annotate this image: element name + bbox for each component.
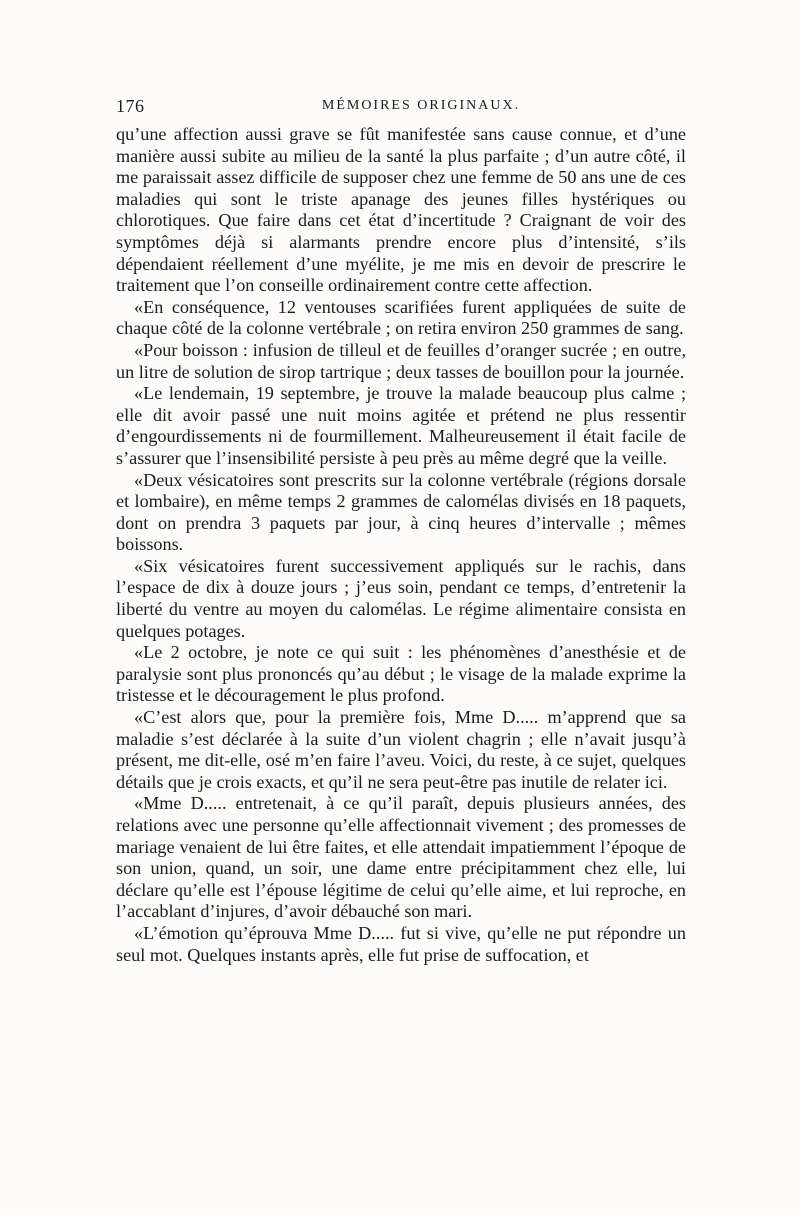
paragraph: «En conséquence, 12 ventouses scarifiées furent appliquées de suite de chaque côté de la colonne vertébrale ; on retira environ 250 grammes de sang. bbox=[116, 296, 686, 339]
running-head: MÉMOIRES ORIGINAUX. bbox=[321, 98, 521, 113]
page-header bbox=[116, 96, 686, 122]
paragraph: «Le 2 octobre, je note ce qui suit : les phénomènes d’anesthésie et de paralysie sont plus prononcés qu’au début ; le visage de la malade exprime la tristesse et le découragement le plus profond. bbox=[116, 642, 686, 706]
paragraph: «Six vésicatoires furent successivement appliqués sur le rachis, dans l’espace de dix à douze jours ; j’eus soin, pendant ce temps, d’entretenir la liberté du ventre au moyen du calomélas. Le régime alimentaire consista en quelques potages. bbox=[116, 555, 686, 641]
paragraph: «L’émotion qu’éprouva Mme D..... fut si vive, qu’elle ne put répondre un seul mot. Quelques instants après, elle fut prise de suffocation, et bbox=[116, 922, 686, 965]
paragraph: «Deux vésicatoires sont prescrits sur la colonne vertébrale (régions dorsale et lombaire), en même temps 2 grammes de calomélas divisés en 18 paquets, dont on prendra 3 paquets par jour, à cinq heures d’intervalle ; mêmes boissons. bbox=[116, 469, 686, 555]
paragraph: qu’une affection aussi grave se fût manifestée sans cause connue, et d’une manière aussi subite au milieu de la santé la plus parfaite ; d’un autre côté, il me paraissait assez difficile de supposer chez une femme de 50 ans une de ces maladies qui sont le triste apanage des jeunes filles hystériques ou chlorotiques. Que faire dans cet état d’incertitude ? Craignant de voir des symptômes déjà si alarmants prendre encore plus d’intensité, s’ils dépendaient réellement d’une myélite, je me mis en devoir de prescrire le traitement que l’on conseille ordinairement contre cette affection. bbox=[116, 124, 686, 296]
body-text bbox=[116, 124, 686, 966]
paragraph: «Le lendemain, 19 septembre, je trouve la malade beaucoup plus calme ; elle dit avoir passé une nuit moins agitée et prétend ne plus ressentir d’engourdissements ni de fourmillement. Malheureusement il était facile de s’assurer que l’insensibilité persiste à peu près au même degré que la veille. bbox=[116, 383, 686, 468]
paragraph: «C’est alors que, pour la première fois, Mme D..... m’apprend que sa maladie s’est déclarée à la suite d’un violent chagrin ; elle n’avait jusqu’à présent, me dit-elle, osé m’en faire l’aveu. Voici, du reste, à ce sujet, quelques détails que je crois exacts, et qu’il ne sera peut-être pas inutile de relater ici. bbox=[116, 707, 686, 792]
paragraph: «Mme D..... entretenait, à ce qu’il paraît, depuis plusieurs années, des relations avec une personne qu’elle affectionnait vivement ; des promesses de mariage venaient de lui être faites, et elle attendait impatiemment l’époque de son union, quand, un soir, une dame entre précipitamment chez elle, lui déclare qu’elle est l’épouse légitime de celui qu’elle aime, et lui reproche, en l’accablant d’injures, d’avoir débauché son mari. bbox=[116, 793, 686, 922]
page-number: 176 bbox=[116, 96, 145, 116]
paragraph: «Pour boisson : infusion de tilleul et de feuilles d’oranger sucrée ; en outre, un litre de solution de sirop tartrique ; deux tasses de bouillon pour la journée. bbox=[116, 339, 686, 382]
book-page bbox=[116, 96, 686, 966]
